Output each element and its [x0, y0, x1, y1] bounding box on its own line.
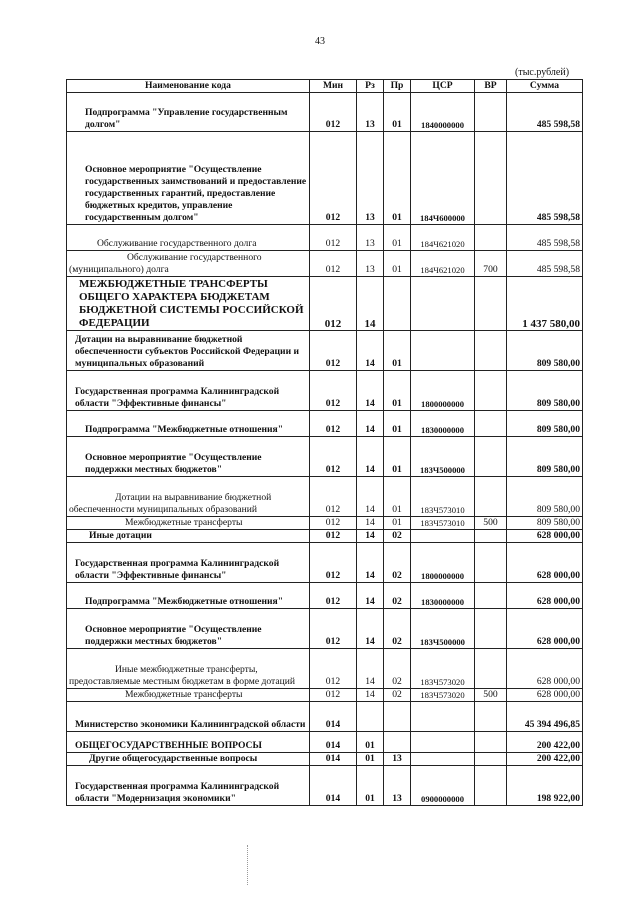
- row-rz: 01: [357, 753, 384, 766]
- row-sum: 485 598,58: [507, 251, 583, 277]
- row-rz: 13: [357, 251, 384, 277]
- table-row: [67, 331, 583, 371]
- row-name: Государственная программа Калининградской области "Модернизация экономики": [67, 766, 310, 806]
- row-rz: 14: [357, 543, 384, 583]
- row-name: Иные дотации: [67, 530, 310, 543]
- row-name: Другие общегосударственные вопросы: [67, 753, 310, 766]
- row-rz: 14: [357, 530, 384, 543]
- row-vr: [475, 477, 507, 517]
- row-min: 012: [310, 371, 357, 411]
- row-csr: 183Ч573020: [411, 689, 475, 702]
- table-row: [67, 753, 583, 766]
- row-name: Обслуживание государственного (муниципального) долга: [67, 251, 310, 277]
- row-vr: [475, 530, 507, 543]
- row-pr: 02: [384, 649, 411, 689]
- row-min: 012: [310, 132, 357, 225]
- row-min: 012: [310, 530, 357, 543]
- row-vr: [475, 609, 507, 649]
- row-rz: 01: [357, 766, 384, 806]
- row-sum: 809 580,00: [507, 437, 583, 477]
- row-vr: 500: [475, 689, 507, 702]
- row-min: 012: [310, 225, 357, 251]
- row-name: Подпрограмма "Управление государственным долгом": [67, 93, 310, 132]
- row-sum: 198 922,00: [507, 766, 583, 806]
- table-row: [67, 277, 583, 331]
- scan-mark: [247, 845, 249, 885]
- row-pr: 13: [384, 753, 411, 766]
- column-header-min: Мин: [310, 80, 357, 93]
- row-name: МЕЖБЮДЖЕТНЫЕ ТРАНСФЕРТЫ ОБЩЕГО ХАРАКТЕРА БЮДЖЕТАМ БЮДЖЕТНОЙ СИСТЕМЫ РОССИЙСКОЙ ФЕДЕРАЦИИ: [67, 277, 310, 331]
- column-header-name: Наименование кода: [67, 80, 310, 93]
- row-pr: 01: [384, 371, 411, 411]
- row-name: Основное мероприятие "Осуществление поддержки местных бюджетов": [67, 609, 310, 649]
- row-csr: 1830000000: [411, 583, 475, 609]
- row-sum: 628 000,00: [507, 689, 583, 702]
- row-pr: 13: [384, 766, 411, 806]
- row-min: 012: [310, 251, 357, 277]
- row-rz: 14: [357, 689, 384, 702]
- row-rz: 14: [357, 477, 384, 517]
- row-pr: 01: [384, 411, 411, 437]
- row-name: Основное мероприятие "Осуществление поддержки местных бюджетов": [67, 437, 310, 477]
- row-vr: [475, 225, 507, 251]
- row-pr: 01: [384, 437, 411, 477]
- table-header-row: [67, 80, 583, 93]
- row-csr: 183Ч500000: [411, 437, 475, 477]
- row-sum: 485 598,58: [507, 132, 583, 225]
- row-sum: 809 580,00: [507, 331, 583, 371]
- row-sum: 200 422,00: [507, 753, 583, 766]
- row-sum: 628 000,00: [507, 530, 583, 543]
- row-min: 012: [310, 437, 357, 477]
- table-row: [67, 477, 583, 517]
- row-rz: 13: [357, 225, 384, 251]
- row-csr: [411, 277, 475, 331]
- row-csr: 0900000000: [411, 766, 475, 806]
- column-header-pr: Пр: [384, 80, 411, 93]
- row-name: Дотации на выравнивание бюджетной обеспеченности муниципальных образований: [67, 477, 310, 517]
- table-row: [67, 225, 583, 251]
- row-name: Государственная программа Калининградской области "Эффективные финансы": [67, 543, 310, 583]
- row-sum: 809 580,00: [507, 371, 583, 411]
- row-min: 012: [310, 93, 357, 132]
- table-row: [67, 702, 583, 732]
- row-pr: 01: [384, 477, 411, 517]
- row-vr: [475, 583, 507, 609]
- units-label: (тыс.рублей): [515, 67, 570, 78]
- row-name: Межбюджетные трансферты: [67, 689, 310, 702]
- table-row: [67, 689, 583, 702]
- row-vr: [475, 753, 507, 766]
- row-name: Подпрограмма "Межбюджетные отношения": [67, 583, 310, 609]
- row-csr: 183Ч573010: [411, 477, 475, 517]
- row-vr: [475, 766, 507, 806]
- row-min: 012: [310, 517, 357, 530]
- row-name: Межбюджетные трансферты: [67, 517, 310, 530]
- row-vr: [475, 702, 507, 732]
- row-sum: 628 000,00: [507, 583, 583, 609]
- row-rz: [357, 702, 384, 732]
- table-row: [67, 530, 583, 543]
- row-sum: 809 580,00: [507, 517, 583, 530]
- row-csr: [411, 331, 475, 371]
- row-csr: 1840000000: [411, 93, 475, 132]
- row-sum: 485 598,58: [507, 93, 583, 132]
- row-vr: [475, 371, 507, 411]
- row-vr: [475, 437, 507, 477]
- row-csr: 183Ч573010: [411, 517, 475, 530]
- row-name: Обслуживание государственного долга: [67, 225, 310, 251]
- row-min: 012: [310, 543, 357, 583]
- table-row: [67, 517, 583, 530]
- row-pr: 01: [384, 331, 411, 371]
- row-sum: 628 000,00: [507, 609, 583, 649]
- row-name: Подпрограмма "Межбюджетные отношения": [67, 411, 310, 437]
- column-header-vr: ВР: [475, 80, 507, 93]
- row-name: Министерство экономики Калининградской области: [67, 702, 310, 732]
- column-header-sum: Сумма: [507, 80, 583, 93]
- row-csr: 184Ч621020: [411, 251, 475, 277]
- row-min: 012: [310, 331, 357, 371]
- row-min: 014: [310, 732, 357, 753]
- row-vr: [475, 543, 507, 583]
- row-vr: [475, 93, 507, 132]
- table-row: [67, 583, 583, 609]
- row-rz: 13: [357, 93, 384, 132]
- row-name: Дотации на выравнивание бюджетной обеспеченности субъектов Российской Федерации и муниципальных образований: [67, 331, 310, 371]
- row-csr: 184Ч621020: [411, 225, 475, 251]
- table-row: [67, 251, 583, 277]
- row-pr: 02: [384, 530, 411, 543]
- row-min: 012: [310, 477, 357, 517]
- table-row: [67, 732, 583, 753]
- row-min: 012: [310, 689, 357, 702]
- budget-table: [66, 79, 583, 806]
- row-sum: 200 422,00: [507, 732, 583, 753]
- row-sum: 809 580,00: [507, 411, 583, 437]
- row-vr: [475, 411, 507, 437]
- row-sum: 1 437 580,00: [507, 277, 583, 331]
- table-row: [67, 543, 583, 583]
- row-csr: 1800000000: [411, 543, 475, 583]
- table-row: [67, 93, 583, 132]
- row-vr: [475, 649, 507, 689]
- row-min: 012: [310, 411, 357, 437]
- row-name: ОБЩЕГОСУДАРСТВЕННЫЕ ВОПРОСЫ: [67, 732, 310, 753]
- row-min: 014: [310, 702, 357, 732]
- row-sum: 628 000,00: [507, 543, 583, 583]
- table-row: [67, 132, 583, 225]
- row-rz: 14: [357, 331, 384, 371]
- row-csr: [411, 732, 475, 753]
- row-min: 012: [310, 583, 357, 609]
- row-vr: 500: [475, 517, 507, 530]
- row-name: Иные межбюджетные трансферты, предоставляемые местным бюджетам в форме дотаций: [67, 649, 310, 689]
- row-vr: [475, 277, 507, 331]
- row-vr: [475, 331, 507, 371]
- row-rz: 01: [357, 732, 384, 753]
- row-min: 012: [310, 649, 357, 689]
- page-number: 43: [315, 36, 325, 47]
- row-rz: 14: [357, 649, 384, 689]
- row-csr: [411, 530, 475, 543]
- table-row: [67, 411, 583, 437]
- table-row: [67, 437, 583, 477]
- row-rz: 14: [357, 411, 384, 437]
- row-pr: 02: [384, 543, 411, 583]
- row-vr: [475, 132, 507, 225]
- table-row: [67, 649, 583, 689]
- row-csr: 184Ч600000: [411, 132, 475, 225]
- row-pr: 01: [384, 517, 411, 530]
- row-sum: 628 000,00: [507, 649, 583, 689]
- row-name: Основное мероприятие "Осуществление государственных заимствований и предоставление государственных гарантий, предоставление бюджетных кредитов, управление государственным долгом": [67, 132, 310, 225]
- row-pr: 02: [384, 689, 411, 702]
- row-csr: [411, 753, 475, 766]
- row-pr: 01: [384, 93, 411, 132]
- row-min: 012: [310, 609, 357, 649]
- row-vr: 700: [475, 251, 507, 277]
- row-name: Государственная программа Калининградской области "Эффективные финансы": [67, 371, 310, 411]
- row-rz: 14: [357, 437, 384, 477]
- row-csr: 1830000000: [411, 411, 475, 437]
- row-csr: 183Ч573020: [411, 649, 475, 689]
- table-row: [67, 609, 583, 649]
- row-sum: 809 580,00: [507, 477, 583, 517]
- row-pr: 02: [384, 609, 411, 649]
- table-row: [67, 766, 583, 806]
- row-rz: 13: [357, 132, 384, 225]
- row-rz: 14: [357, 583, 384, 609]
- row-csr: 1800000000: [411, 371, 475, 411]
- column-header-rz: Рз: [357, 80, 384, 93]
- column-header-csr: ЦСР: [411, 80, 475, 93]
- row-min: 014: [310, 766, 357, 806]
- row-sum: 485 598,58: [507, 225, 583, 251]
- row-sum: 45 394 496,85: [507, 702, 583, 732]
- row-pr: [384, 702, 411, 732]
- row-pr: [384, 732, 411, 753]
- row-pr: 01: [384, 225, 411, 251]
- row-min: 014: [310, 753, 357, 766]
- row-vr: [475, 732, 507, 753]
- row-pr: 01: [384, 132, 411, 225]
- table-row: [67, 371, 583, 411]
- row-csr: 183Ч500000: [411, 609, 475, 649]
- row-csr: [411, 702, 475, 732]
- row-rz: 14: [357, 277, 384, 331]
- row-pr: [384, 277, 411, 331]
- row-rz: 14: [357, 371, 384, 411]
- row-pr: 02: [384, 583, 411, 609]
- row-rz: 14: [357, 517, 384, 530]
- row-rz: 14: [357, 609, 384, 649]
- row-min: 012: [310, 277, 357, 331]
- row-pr: 01: [384, 251, 411, 277]
